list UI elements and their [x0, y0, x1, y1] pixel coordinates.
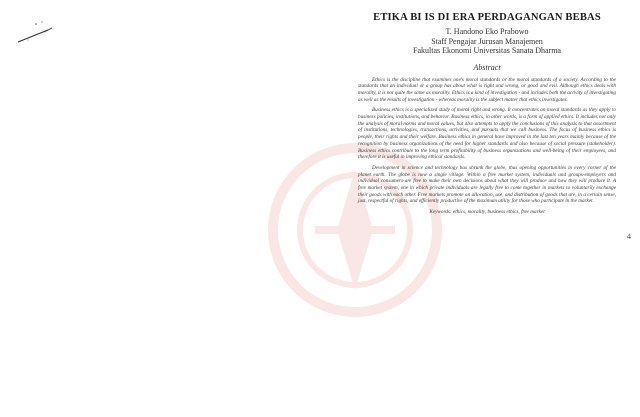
abstract-paragraph-2: Business ethics is a specialized study of moral right and wrong. It concentrates on moral standards as they apply to business policies, institutions, and behavior. Business ethics, in other words, is a form of applied ethics. It includes not only the analysis of moral norms and moral values, but also attempts to apply the conclusions of this analysis to that assortment of institutions, technologies, transactions, activities, and pursuits that we call business. The focus of business ethics is people, their rights and their welfare. Business ethics in general have improved in the last ten years mainly because of the recognition by business organizations of the need for higher standards and also because of social pressure (stakeholder). Business ethics contribute to the long term profitability of business organizations and well-being of their employees, and therefore it is useful in improving ethical standards.: [358, 107, 616, 161]
affiliation-line-1: Staff Pengajar Jurusan Manajemen: [431, 36, 543, 46]
affiliation-line-2: Fakultas Ekonomi Universitas Sanata Dharma: [413, 46, 561, 55]
abstract-paragraph-3: Development in science and technology has shrunk the globe, thus opening opportunities in every corner of the planet earth. The globe is now a single village. Within a free market system, individuals and groups-employers and individual consumers-are free to make their own decisions about what they will produce and how they will produce it. A free market system, one in which private individuals are legally free to come together in markets to voluntarily exchange their goods with each other. Free markets promote an allocation, use, and distribution of goods that are, in a certain sense, just, respectful of rights, and efficiently productive of the maximum utility for those who participate in the market.: [358, 164, 616, 205]
abstract-heading: Abstract: [473, 62, 501, 72]
abstract-paragraph-1: Ethics is the discipline that examines one's moral standards or the moral standards of a society. According to the standards that an individual or a group has about what is right and wrong, or good and evil. Although ethics deals with morality, it is not quite the same as morality. Ethics is a kind of investigation - and includes both the activity of investigating as well as the results of investigation - whereas morality is the subject matter that ethics investigates.: [358, 76, 616, 103]
paper-first-page: [358, 12, 616, 412]
author-name: T. Handono Eko Prabowo: [445, 27, 529, 36]
margin-mark: 4: [627, 232, 631, 241]
scan-artifact-marks: [14, 10, 74, 50]
keywords-line: Keywords: ethics, morality, business ethics, free market: [429, 209, 545, 216]
paper-title: ETIKA BI IS DI ERA PERDAGANGAN BEBAS: [373, 12, 601, 23]
